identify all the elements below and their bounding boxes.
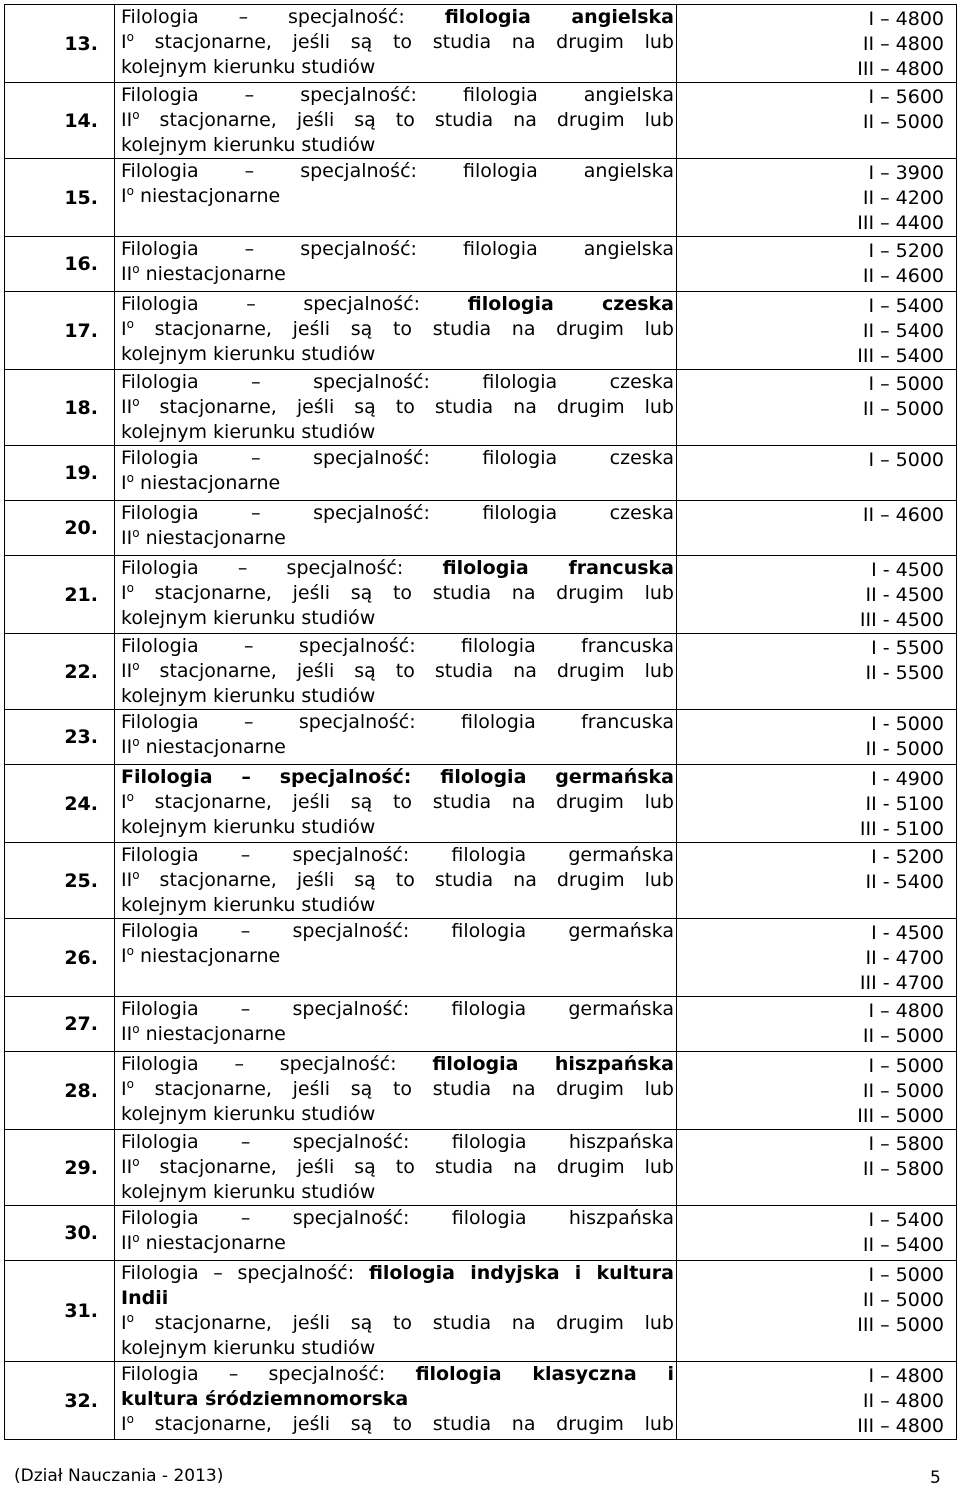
row-number: 15. — [5, 159, 115, 237]
fee-value: III – 4800 — [857, 1415, 944, 1437]
description-line — [121, 790, 674, 815]
degree-superscript: o — [132, 1022, 140, 1036]
fee-value: III - 4700 — [859, 972, 944, 994]
row-number: 14. — [5, 83, 115, 159]
description-text: kolejnym kierunku studiów — [121, 1181, 376, 1203]
field-prefix: Filologia – specjalność: filologia germańska — [121, 920, 674, 942]
study-mode: stacjonarne, jeśli są to studia na drugim lub — [133, 318, 674, 340]
degree-superscript: o — [132, 1155, 140, 1169]
description-line — [121, 581, 674, 606]
field-prefix: Filologia – specjalność: filologia germańska — [121, 844, 674, 866]
specialization-name: filologia czeska — [467, 293, 674, 315]
fee-value: II - 5500 — [865, 662, 944, 684]
row-number: 20. — [5, 501, 115, 556]
study-mode: niestacjonarne — [139, 263, 286, 285]
study-mode: stacjonarne, jeśli są to studia na drugim lub — [139, 869, 674, 891]
field-prefix: Filologia – specjalność: filologia czeska — [121, 447, 674, 469]
description-text: kolejnym kierunku studiów — [121, 343, 376, 365]
degree-superscript: o — [126, 944, 134, 958]
fee-amounts — [677, 237, 957, 292]
degree-level: II — [121, 1232, 133, 1254]
fee-amounts — [677, 919, 957, 997]
fee-table — [4, 4, 957, 1440]
row-number: 16. — [5, 237, 115, 292]
study-mode: stacjonarne, jeśli są to studia na drugim lub — [133, 1078, 674, 1100]
field-prefix: Filologia – specjalność: — [121, 1363, 416, 1385]
fee-value: I - 4900 — [871, 768, 944, 790]
row-number: 22. — [5, 634, 115, 710]
fee-amounts — [677, 765, 957, 843]
table-row — [5, 159, 957, 237]
program-description — [115, 370, 677, 446]
table-row — [5, 501, 957, 556]
program-description — [115, 83, 677, 159]
table-row — [5, 237, 957, 292]
table-row — [5, 1261, 957, 1362]
fee-value: I – 5400 — [868, 295, 944, 317]
table-row — [5, 1206, 957, 1261]
degree-superscript: o — [126, 30, 134, 44]
fee-value: I - 4500 — [871, 922, 944, 944]
degree-superscript: o — [132, 108, 140, 122]
fee-amounts — [677, 83, 957, 159]
fee-value: II – 5000 — [862, 1080, 944, 1102]
row-number: 24. — [5, 765, 115, 843]
fee-value: III – 5400 — [857, 345, 944, 367]
description-line — [121, 765, 674, 790]
row-number: 32. — [5, 1362, 115, 1440]
degree-level: II — [121, 396, 133, 418]
footer-department: (Dział Nauczania - 2013) — [14, 1466, 224, 1486]
description-line — [121, 1180, 674, 1205]
description-line — [121, 997, 674, 1022]
degree-level: I — [121, 945, 127, 967]
study-mode: niestacjonarne — [133, 185, 281, 207]
specialization-name: kultura śródziemnomorska — [121, 1388, 409, 1410]
row-number: 29. — [5, 1130, 115, 1206]
row-number: 21. — [5, 556, 115, 634]
fee-value: I – 4800 — [868, 8, 944, 30]
description-line — [121, 395, 674, 420]
description-line — [121, 446, 674, 471]
description-line — [121, 1206, 674, 1231]
description-line — [121, 1231, 674, 1256]
degree-level: I — [121, 31, 127, 53]
table-row — [5, 1130, 957, 1206]
program-description — [115, 634, 677, 710]
fee-value: II – 4800 — [862, 33, 944, 55]
fee-value: II – 5000 — [862, 1025, 944, 1047]
table-row — [5, 919, 957, 997]
table-row — [5, 1052, 957, 1130]
table-row — [5, 446, 957, 501]
program-description — [115, 710, 677, 765]
description-line — [121, 317, 674, 342]
fee-value: I – 5000 — [868, 1055, 944, 1077]
table-row — [5, 634, 957, 710]
description-text: kolejnym kierunku studiów — [121, 1103, 376, 1125]
fee-amounts — [677, 634, 957, 710]
fee-value: II – 5000 — [862, 398, 944, 420]
program-description — [115, 1362, 677, 1440]
degree-level: II — [121, 1023, 133, 1045]
field-prefix: Filologia – specjalność: filologia germańska — [121, 998, 674, 1020]
degree-level: I — [121, 1078, 127, 1100]
degree-level: I — [121, 582, 127, 604]
program-description — [115, 1052, 677, 1130]
program-description — [115, 5, 677, 83]
fee-value: I – 4800 — [868, 1365, 944, 1387]
degree-level: I — [121, 185, 127, 207]
description-line — [121, 1130, 674, 1155]
row-number: 23. — [5, 710, 115, 765]
description-line — [121, 501, 674, 526]
row-number: 30. — [5, 1206, 115, 1261]
description-line — [121, 684, 674, 709]
fee-value: II - 5100 — [865, 793, 944, 815]
description-line — [121, 815, 674, 840]
fee-amounts — [677, 843, 957, 919]
degree-superscript: o — [126, 317, 134, 331]
table-row — [5, 370, 957, 446]
description-text: kolejnym kierunku studiów — [121, 1337, 376, 1359]
degree-superscript: o — [126, 581, 134, 595]
table-row — [5, 292, 957, 370]
study-mode: niestacjonarne — [139, 1023, 286, 1045]
degree-level: II — [121, 869, 133, 891]
field-prefix: Filologia – specjalność: filologia hiszpańska — [121, 1131, 674, 1153]
study-mode: stacjonarne, jeśli są to studia na drugim lub — [139, 396, 674, 418]
study-mode: niestacjonarne — [133, 472, 281, 494]
degree-level: I — [121, 791, 127, 813]
program-description — [115, 1130, 677, 1206]
fee-value: I – 5000 — [868, 1264, 944, 1286]
description-line — [121, 944, 674, 969]
description-line — [121, 159, 674, 184]
fee-value: I – 5000 — [868, 373, 944, 395]
fee-value: I – 5600 — [868, 86, 944, 108]
description-line — [121, 370, 674, 395]
table-row — [5, 843, 957, 919]
degree-superscript: o — [132, 735, 140, 749]
program-description — [115, 556, 677, 634]
fee-table-body — [5, 5, 957, 1440]
fee-amounts — [677, 292, 957, 370]
field-prefix: Filologia – specjalność: — [121, 1053, 433, 1075]
description-line — [121, 556, 674, 581]
program-description — [115, 237, 677, 292]
fee-value: II – 5800 — [862, 1158, 944, 1180]
fee-value: I - 5200 — [871, 846, 944, 868]
degree-level: II — [121, 660, 133, 682]
table-row — [5, 765, 957, 843]
fee-value: I – 5200 — [868, 240, 944, 262]
description-line — [121, 30, 674, 55]
fee-amounts — [677, 1261, 957, 1362]
description-line — [121, 1155, 674, 1180]
field-prefix: Filologia – specjalność: filologia angielska — [121, 84, 674, 106]
degree-level: II — [121, 736, 133, 758]
program-description — [115, 446, 677, 501]
degree-superscript: o — [132, 868, 140, 882]
program-description — [115, 159, 677, 237]
description-line — [121, 710, 674, 735]
program-description — [115, 843, 677, 919]
description-line — [121, 526, 674, 551]
description-line — [121, 1412, 674, 1437]
degree-superscript: o — [132, 1231, 140, 1245]
description-line — [121, 1311, 674, 1336]
fee-value: III – 5000 — [857, 1105, 944, 1127]
fee-value: II – 5400 — [862, 320, 944, 342]
degree-superscript: o — [132, 526, 140, 540]
study-mode: stacjonarne, jeśli są to studia na drugim lub — [133, 791, 674, 813]
field-prefix: Filologia – specjalność: — [121, 557, 443, 579]
field-prefix: Filologia – specjalność: — [121, 293, 468, 315]
fee-value: II - 4500 — [865, 584, 944, 606]
fee-value: III - 4500 — [859, 609, 944, 631]
study-mode: stacjonarne, jeśli są to studia na drugim lub — [133, 582, 674, 604]
description-line — [121, 420, 674, 445]
field-prefix: Filologia – specjalność: filologia francuska — [121, 635, 674, 657]
fee-value: I – 3900 — [868, 162, 944, 184]
fee-value: II – 5000 — [862, 1289, 944, 1311]
row-number: 18. — [5, 370, 115, 446]
description-text: kolejnym kierunku studiów — [121, 421, 376, 443]
field-prefix: Filologia – specjalność: filologia francuska — [121, 711, 674, 733]
program-description — [115, 1261, 677, 1362]
degree-superscript: o — [126, 790, 134, 804]
study-mode: stacjonarne, jeśli są to studia na drugim lub — [139, 1156, 674, 1178]
fee-amounts — [677, 5, 957, 83]
program-description — [115, 997, 677, 1052]
fee-amounts — [677, 1130, 957, 1206]
fee-value: II - 5400 — [865, 871, 944, 893]
fee-amounts — [677, 1362, 957, 1440]
degree-superscript: o — [126, 1412, 134, 1426]
specialization-name: Filologia – specjalność: filologia germańska — [121, 766, 674, 788]
program-description — [115, 765, 677, 843]
description-line — [121, 735, 674, 760]
fee-amounts — [677, 501, 957, 556]
row-number: 27. — [5, 997, 115, 1052]
degree-superscript: o — [126, 471, 134, 485]
field-prefix: Filologia – specjalność: filologia czeska — [121, 371, 674, 393]
description-line — [121, 471, 674, 496]
fee-value: II – 4800 — [862, 1390, 944, 1412]
field-prefix: Filologia – specjalność: — [121, 6, 445, 28]
degree-superscript: o — [132, 395, 140, 409]
fee-value: III – 5000 — [857, 1314, 944, 1336]
description-text: kolejnym kierunku studiów — [121, 56, 376, 78]
degree-level: II — [121, 263, 133, 285]
description-line — [121, 1022, 674, 1047]
fee-value: I – 5400 — [868, 1209, 944, 1231]
fee-value: I – 5000 — [868, 449, 944, 471]
description-line — [121, 919, 674, 944]
description-line — [121, 868, 674, 893]
fee-value: II – 5000 — [862, 111, 944, 133]
fee-amounts — [677, 710, 957, 765]
degree-superscript: o — [126, 184, 134, 198]
row-number: 26. — [5, 919, 115, 997]
description-text: kolejnym kierunku studiów — [121, 816, 376, 838]
fee-amounts — [677, 1052, 957, 1130]
field-prefix: Filologia – specjalność: filologia czeska — [121, 502, 674, 524]
fee-value: III – 4400 — [857, 212, 944, 234]
description-line — [121, 1077, 674, 1102]
description-line — [121, 1387, 674, 1412]
degree-level: I — [121, 318, 127, 340]
fee-value: I - 5000 — [871, 713, 944, 735]
row-number: 13. — [5, 5, 115, 83]
description-line — [121, 292, 674, 317]
description-line — [121, 83, 674, 108]
study-mode: stacjonarne, jeśli są to studia na drugim lub — [139, 660, 674, 682]
program-description — [115, 501, 677, 556]
fee-value: II – 4600 — [862, 504, 944, 526]
fee-amounts — [677, 446, 957, 501]
fee-value: I - 5500 — [871, 637, 944, 659]
description-line — [121, 5, 674, 30]
fee-value: II – 4600 — [862, 265, 944, 287]
description-line — [121, 342, 674, 367]
study-mode: stacjonarne, jeśli są to studia na drugim lub — [133, 31, 674, 53]
study-mode: niestacjonarne — [139, 736, 286, 758]
study-mode: stacjonarne, jeśli są to studia na drugim lub — [139, 109, 674, 131]
fee-amounts — [677, 1206, 957, 1261]
description-text: kolejnym kierunku studiów — [121, 607, 376, 629]
fee-value: II – 5400 — [862, 1234, 944, 1256]
degree-superscript: o — [126, 1077, 134, 1091]
specialization-name: filologia indyjska i kultura — [368, 1262, 674, 1284]
description-line — [121, 1102, 674, 1127]
specialization-name: filologia angielska — [444, 6, 674, 28]
study-mode: stacjonarne, jeśli są to studia na drugim lub — [133, 1312, 674, 1334]
program-description — [115, 292, 677, 370]
description-text: kolejnym kierunku studiów — [121, 894, 376, 916]
fee-value: II – 4200 — [862, 187, 944, 209]
specialization-name: filologia hiszpańska — [432, 1053, 674, 1075]
description-text: kolejnym kierunku studiów — [121, 134, 376, 156]
fee-amounts — [677, 159, 957, 237]
degree-superscript: o — [132, 262, 140, 276]
fee-amounts — [677, 370, 957, 446]
description-line — [121, 893, 674, 918]
fee-value: I – 4800 — [868, 1000, 944, 1022]
degree-level: II — [121, 109, 133, 131]
row-number: 28. — [5, 1052, 115, 1130]
specialization-name: Indii — [121, 1287, 169, 1309]
table-row — [5, 556, 957, 634]
degree-superscript: o — [126, 1311, 134, 1325]
field-prefix: Filologia – specjalność: filologia angielska — [121, 238, 674, 260]
description-line — [121, 108, 674, 133]
row-number: 19. — [5, 446, 115, 501]
study-mode: niestacjonarne — [133, 945, 281, 967]
description-line — [121, 843, 674, 868]
description-line — [121, 184, 674, 209]
description-line — [121, 55, 674, 80]
description-line — [121, 1286, 674, 1311]
table-row — [5, 997, 957, 1052]
footer-page-number: 5 — [930, 1468, 941, 1488]
degree-superscript: o — [132, 659, 140, 673]
description-line — [121, 1336, 674, 1361]
table-row — [5, 83, 957, 159]
description-line — [121, 659, 674, 684]
study-mode: niestacjonarne — [139, 1232, 286, 1254]
program-description — [115, 1206, 677, 1261]
description-line — [121, 1261, 674, 1286]
field-prefix: Filologia – specjalność: filologia angielska — [121, 160, 674, 182]
description-text: kolejnym kierunku studiów — [121, 685, 376, 707]
fee-amounts — [677, 556, 957, 634]
fee-value: III – 4800 — [857, 58, 944, 80]
fee-amounts — [677, 997, 957, 1052]
description-line — [121, 133, 674, 158]
fee-value: I - 4500 — [871, 559, 944, 581]
specialization-name: filologia francuska — [442, 557, 674, 579]
fee-value: I – 5800 — [868, 1133, 944, 1155]
program-description — [115, 919, 677, 997]
degree-level: I — [121, 1312, 127, 1334]
degree-level: I — [121, 472, 127, 494]
table-row — [5, 1362, 957, 1440]
degree-level: I — [121, 1413, 127, 1435]
description-line — [121, 1362, 674, 1387]
description-line — [121, 606, 674, 631]
row-number: 25. — [5, 843, 115, 919]
study-mode: stacjonarne, jeśli są to studia na drugim lub — [133, 1413, 674, 1435]
description-line — [121, 262, 674, 287]
study-mode: niestacjonarne — [139, 527, 286, 549]
field-prefix: Filologia – specjalność: — [121, 1262, 369, 1284]
fee-value: III - 5100 — [859, 818, 944, 840]
field-prefix: Filologia – specjalność: filologia hiszpańska — [121, 1207, 674, 1229]
degree-level: II — [121, 1156, 133, 1178]
fee-value: II - 5000 — [865, 738, 944, 760]
description-line — [121, 634, 674, 659]
description-line — [121, 237, 674, 262]
description-line — [121, 1052, 674, 1077]
row-number: 17. — [5, 292, 115, 370]
table-row — [5, 710, 957, 765]
fee-value: II - 4700 — [865, 947, 944, 969]
row-number: 31. — [5, 1261, 115, 1362]
table-row — [5, 5, 957, 83]
specialization-name: filologia klasyczna i — [415, 1363, 674, 1385]
degree-level: II — [121, 527, 133, 549]
